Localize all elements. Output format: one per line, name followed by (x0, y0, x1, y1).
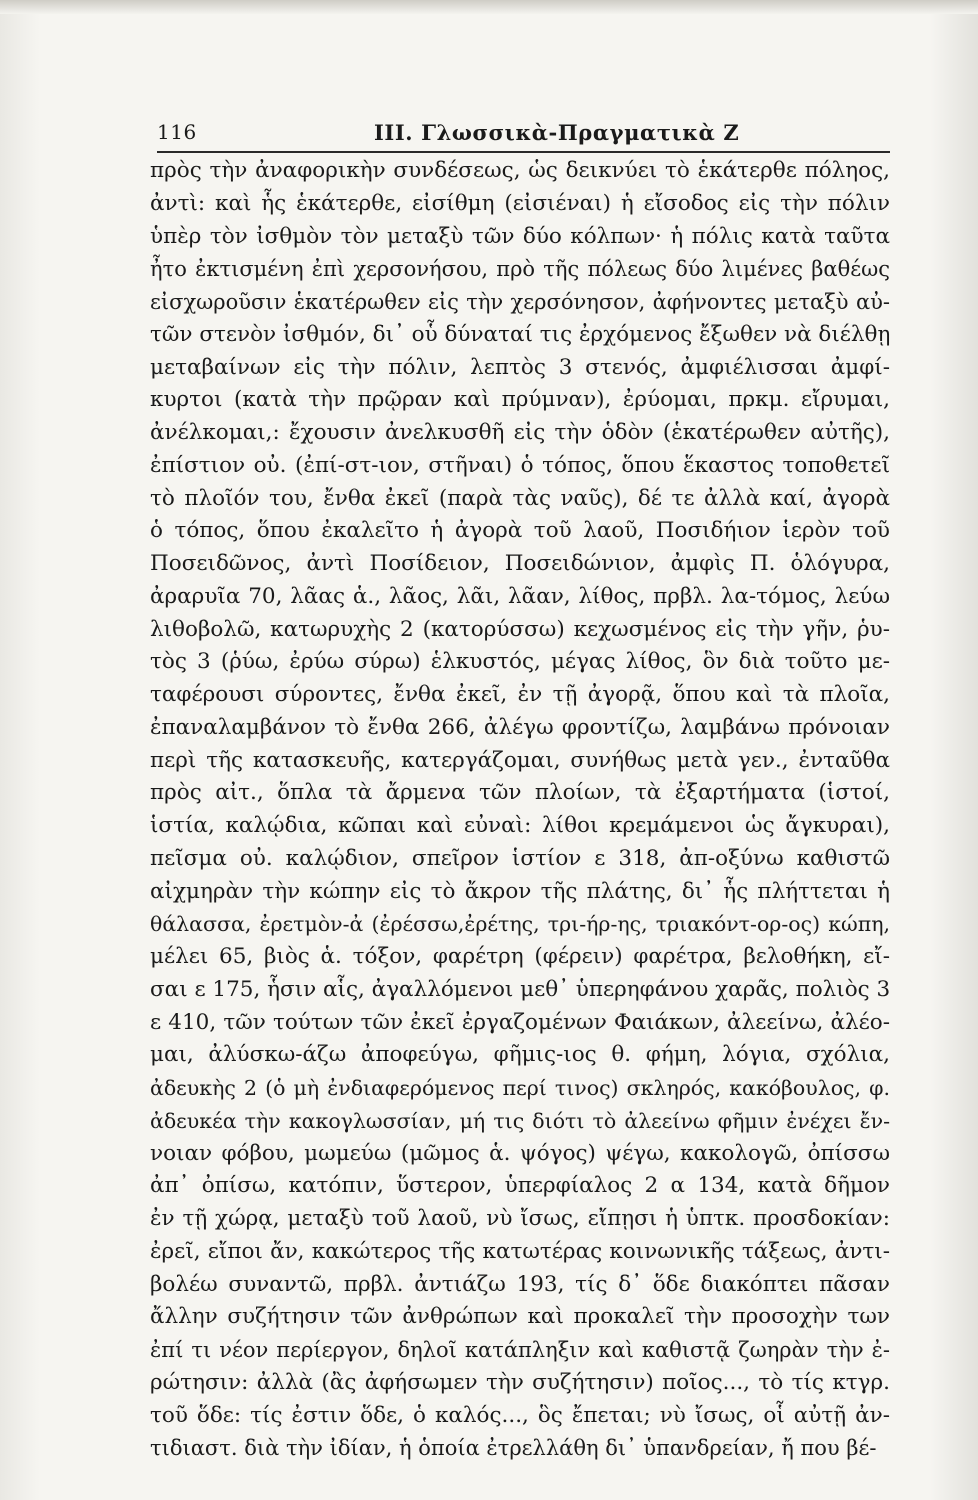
body-text (150, 155, 890, 1465)
text-line: κυρτοι (κατὰ τὴν πρῷραν καὶ πρύμναν), ἐρύομαι, πρκμ. εἴρυμαι, (150, 387, 890, 413)
text-line: πρὸς τὴν ἀναφορικὴν συνδέσεως, ὡς δεικνύει τὸ ἑκάτερθε πόληος, (150, 158, 890, 183)
text-line: μεταβαίνων εἰς τὴν πόλιν, λεπτὸς 3 στενός, ἀμφιέλισσαι ἀμφί- (150, 354, 890, 380)
text-line: λιθοβολῶ, κατωρυχὴς 2 (κατορύσσω) κεχωσμένος εἰς τὴν γῆν, ῥυ- (150, 616, 890, 642)
text-line: ἀδευκὴς 2 (ὁ μὴ ἐνδιαφερόμενος περί τινος) σκληρός, κακόβουλος, φ. (150, 1076, 890, 1100)
text-line: αἰχμηρὰν τὴν κώπην εἰς τὸ ἄκρον τῆς πλάτης, δι᾽ ἧς πλήττεται ἡ (150, 878, 890, 904)
text-line: βολέω συναντῶ, πρβλ. ἀντιάζω 193, τίς δ᾽ ὅδε διακόπτει πᾶσαν (150, 1271, 890, 1297)
running-head (157, 116, 887, 150)
text-line: σαι ε 175, ἧσιν αἷς, ἀγαλλόμενοι μεθ᾽ ὑπερηφάνου χαρᾶς, πολιὸς 3 (150, 976, 890, 1002)
text-line: ἀδευκέα τὴν κακογλωσσίαν, μή τις διότι τὸ ἀλεείνω φῆμιν ἐνέχει ἔν- (150, 1108, 890, 1133)
text-line: ταφέρουσι σύροντες, ἔνθα ἐκεῖ, ἐν τῇ ἀγορᾷ, ὅπου καὶ τὰ πλοῖα, (150, 682, 890, 707)
text-line: ἄλλην συζήτησιν τῶν ἀνθρώπων καὶ προκαλεῖ τὴν προσοχὴν των (150, 1304, 890, 1330)
text-line: τιδιαστ. διὰ τὴν ἰδίαν, ἡ ὁποία ἐτρελλάθη δι᾽ ὑπανδρείαν, ἤ που βέ- (150, 1436, 877, 1461)
text-line: ὁ τόπος, ὅπου ἐκαλεῖτο ἡ ἀγορὰ τοῦ λαοῦ, Ποσιδήιον ἱερὸν τοῦ (150, 518, 890, 544)
text-line: ὑπὲρ τὸν ἰσθμὸν τὸν μεταξὺ τῶν δύο κόλπων· ἡ πόλις κατὰ ταῦτα (150, 223, 890, 249)
text-line: τῶν στενὸν ἰσθμόν, δι᾽ οὗ δύναταί τις ἐρχόμενος ἔξωθεν νὰ διέλθῃ (150, 321, 890, 347)
text-line: ἐπίστιον οὐ. (ἐπί-στ-ιον, στῆναι) ὁ τόπος, ὅπου ἕκαστος τοποθετεῖ (150, 452, 890, 478)
text-line: πρὸς αἰτ., ὅπλα τὰ ἄρμενα τῶν πλοίων, τὰ ἐξαρτήματα (ἱστοί, (150, 780, 890, 806)
text-line: εἰσχωροῦσιν ἑκατέρωθεν εἰς τὴν χερσόνησον, ἀφήνοντες μεταξὺ αὐ- (150, 290, 890, 314)
header-rule (157, 151, 890, 153)
text-line: ἐρεῖ, εἴποι ἄν, κακώτερος τῆς κατωτέρας κοινωνικῆς τάξεως, ἀντι- (150, 1238, 890, 1264)
text-line: ἀπ᾽ ὀπίσω, κατόπιν, ὕστερον, ὑπερφίαλος 2 α 134, κατὰ δῆμον (150, 1173, 890, 1199)
page-number: 116 (157, 120, 197, 144)
page-top-shadow (0, 0, 978, 14)
text-line: μέλει 65, βιὸς ἁ. τόξον, φαρέτρη (φέρειν) φαρέτρα, βελοθήκη, εἴ- (150, 944, 890, 969)
text-line: περὶ τῆς κατασκευῆς, κατεργάζομαι, συνήθως μετὰ γεν., ἐνταῦθα (150, 747, 890, 773)
text-line: ἀντὶ: καὶ ἧς ἑκάτερθε, εἰσίθμη (εἰσιέναι) ἡ εἴσοδος εἰς τὴν πόλιν (150, 190, 890, 216)
text-line: μαι, ἀλύσκω-άζω ἀποφεύγω, φῆμις-ιος θ. φήμη, λόγια, σχόλια, (150, 1042, 890, 1068)
text-line: ἦτο ἐκτισμένη ἐπὶ χερσονήσου, πρὸ τῆς πόλεως δύο λιμένες βαθέως (150, 257, 890, 282)
text-line: ε 410, τῶν τούτων τῶν ἐκεῖ ἐργαζομένων Φαιάκων, ἀλεείνω, ἀλέο- (150, 1009, 890, 1035)
running-title: ΙΙΙ. Γλωσσικὰ-Πραγματικὰ Ζ (374, 120, 740, 145)
text-line: τὸς 3 (ῥύω, ἐρύω σύρω) ἑλκυστός, μέγας λίθος, ὃν διὰ τοῦτο με- (150, 649, 890, 675)
text-line: Ποσειδῶνος, ἀντὶ Ποσίδειον, Ποσειδώνιον, ἀμφὶς Π. ὁλόγυρα, (150, 551, 890, 576)
text-line: θάλασσα, ἐρετμὸν-ἀ (ἐρέσσω,ἐρέτης, τρι-ήρ-ης, τριακόντ-ορ-ος) κώπη, (150, 912, 890, 937)
text-line: ἀνέλκομαι,: ἔχουσιν ἀνελκυσθῆ εἰς τὴν ὁδὸν (ἑκατέρωθεν αὐτῆς), (150, 420, 890, 445)
text-line: τοῦ ὅδε: τίς ἐστιν ὅδε, ὁ καλός..., ὃς ἔπεται; νὺ ἴσως, οἷ αὐτῇ ἀν- (150, 1402, 890, 1428)
text-line: τὸ πλοῖόν του, ἔνθα ἐκεῖ (παρὰ τὰς ναῦς), δέ τε ἀλλὰ καί, ἀγορὰ (150, 485, 890, 511)
text-line: ἐπαναλαμβάνον τὸ ἔνθα 266, ἀλέγω φροντίζω, λαμβάνω πρόνοιαν (150, 714, 890, 740)
text-line: ἐπί τι νέον περίεργον, δηλοῖ κατάπληξιν καὶ καθιστᾷ ζωηρὰν τὴν ἐ- (150, 1338, 890, 1362)
text-line: ἀραρυῖα 70, λᾶας ἁ., λᾶος, λᾶι, λᾶαν, λίθος, πρβλ. λα-τόμος, λεύω (150, 583, 890, 609)
text-line: ρώτησιν: ἀλλὰ (ἂς ἀφήσωμεν τὴν συζήτησιν) ποῖος..., τὸ τίς κτγρ. (150, 1369, 890, 1395)
text-line: νοιαν φόβου, μωμεύω (μῶμος ἁ. ψόγος) ψέγω, κακολογῶ, ὀπίσσω (150, 1140, 890, 1166)
text-line: ἐν τῇ χώρᾳ, μεταξὺ τοῦ λαοῦ, νὺ ἴσως, εἴπῃσι ἡ ὑπτκ. προσδοκίαν: (150, 1206, 890, 1231)
text-line: πεῖσμα οὐ. καλῴδιον, σπεῖρον ἱστίον ε 318, ἀπ-οξύνω καθιστῶ (150, 845, 890, 871)
text-line: ἱστία, καλῴδια, κῶπαι καὶ εὐναὶ: λίθοι κρεμάμενοι ὡς ἄγκυραι), (150, 813, 890, 838)
